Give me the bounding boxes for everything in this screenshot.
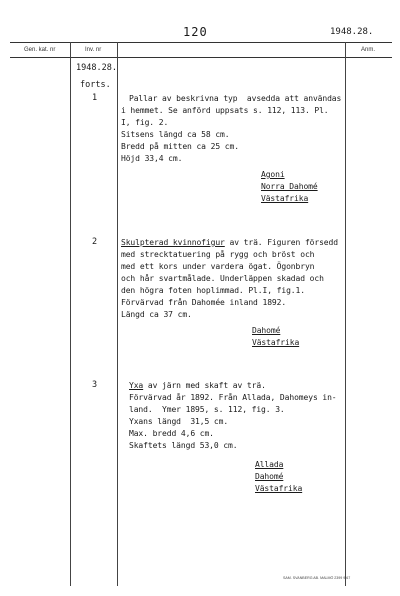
entry-line: land. Ymer 1895, s. 112, fig. 3.: [129, 405, 285, 414]
entry-line: med strecktatuering på rygg och bröst och: [121, 250, 315, 259]
page-number: 120: [183, 25, 208, 39]
inv-number: 1: [92, 93, 98, 103]
entry-line: i hemmet. Se anförd uppsats s. 112, 113. Pl.: [121, 106, 329, 115]
entry-line: den högra foten hoplimmad. Pl.I, fig.1.: [121, 286, 305, 295]
col-header-inv-nr: Inv. nr: [85, 47, 102, 53]
inv-number: 3: [92, 380, 98, 390]
origin-region: Norra Dahomé: [261, 182, 318, 191]
entry-first-line: [121, 237, 338, 249]
origin-region: Dahomé: [252, 326, 281, 335]
entry-line: Förvärvad från Dahomée inland 1892.: [121, 298, 287, 307]
entry-line: Längd ca 37 cm.: [121, 310, 192, 319]
inv-number: 2: [92, 237, 98, 247]
entry-line: av trä. Figuren försedd: [224, 238, 338, 247]
inv-number-year: 1948.28.: [76, 63, 117, 73]
entry-line: Höjd 33,4 cm.: [121, 154, 183, 163]
entry-line: Max. bredd 4,6 cm.: [129, 429, 214, 438]
entry-line: och hår svartmålade. Underläppen skadad och: [121, 274, 324, 283]
entry-line: I, fig. 2.: [121, 118, 169, 127]
printer-footer: SAM. SVANBERG AB. MALMÖ 2399 9 67: [283, 576, 351, 580]
origin-place: Agoni: [261, 170, 285, 179]
entry-line: Sitsens längd ca 58 cm.: [121, 130, 230, 139]
col-header-anm: Anm.: [361, 47, 376, 53]
entry-line: av järn med skaft av trä.: [143, 381, 266, 390]
origin-region: Dahomé: [255, 472, 284, 481]
entry-line: Yxans längd 31,5 cm.: [129, 417, 229, 426]
inv-number-forts: forts.: [80, 80, 111, 90]
entry-line: Förvärvad år 1892. Från Allada, Dahomeys in-: [129, 393, 337, 402]
origin-continent: Västafrika: [255, 484, 303, 493]
col-header-gen-kat-nr: Gen. kat. nr: [24, 47, 56, 53]
entry-first-line: [129, 380, 266, 392]
entry-line: med ett kors under vardera ögat. Ögonbryn: [121, 262, 315, 271]
origin-continent: Västafrika: [261, 194, 309, 203]
entry-line: Pallar av beskrivna typ avsedda att användas: [129, 94, 342, 103]
header-bottom-rule: [10, 57, 392, 58]
origin-continent: Västafrika: [252, 338, 300, 347]
entry-line: Bredd på mitten ca 25 cm.: [121, 142, 239, 151]
entry-heading: Yxa: [129, 381, 144, 390]
header-top-rule: [10, 42, 392, 43]
year-header: 1948.28.: [330, 27, 374, 37]
origin-place: Allada: [255, 460, 284, 469]
column-rule-anm: [345, 42, 346, 586]
column-rule-inv: [117, 42, 118, 586]
column-rule-gen: [70, 42, 71, 586]
entry-heading: Skulpterad kvinnofigur: [121, 238, 225, 247]
entry-line: Skaftets längd 53,0 cm.: [129, 441, 238, 450]
